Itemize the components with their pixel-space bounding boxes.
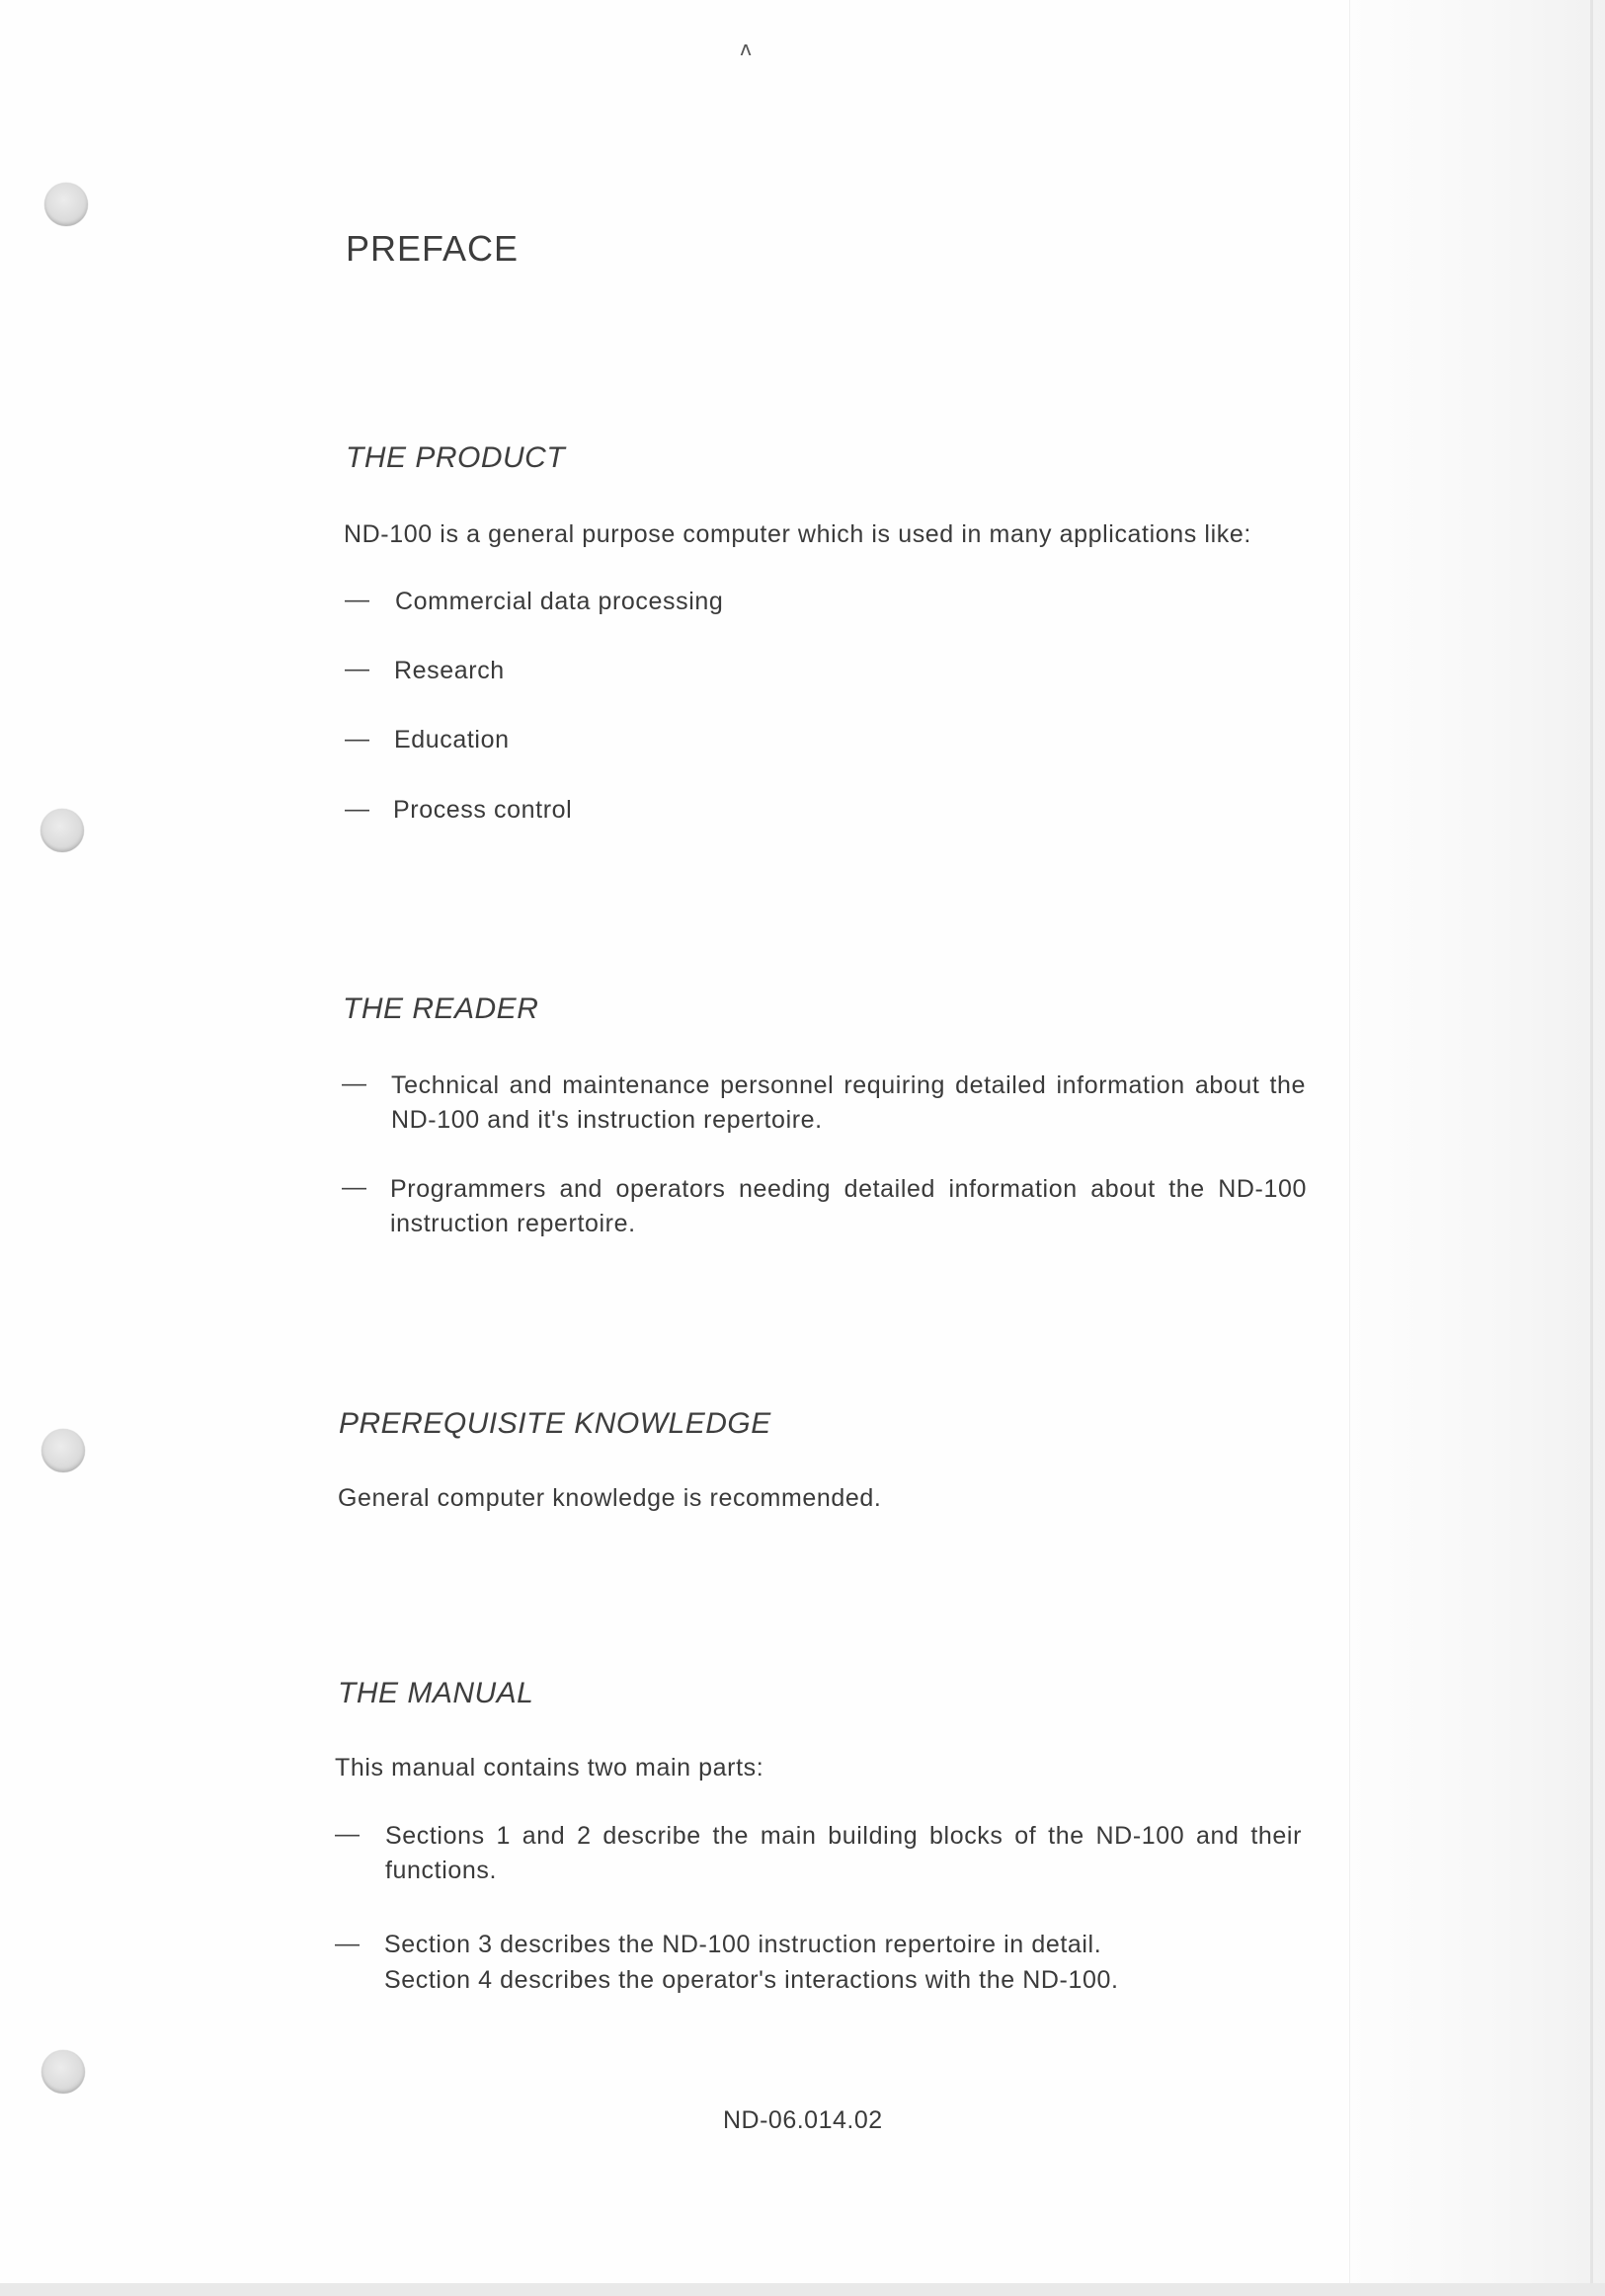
list-item: Sections 1 and 2 describe the main building blocks of the ND-100 and their functions. <box>385 1822 1302 1884</box>
punch-hole <box>41 1429 85 1472</box>
manual-intro: This manual contains two main parts: <box>335 1754 764 1781</box>
page-edge-line <box>1590 0 1593 2296</box>
list-item: Process control <box>393 796 573 824</box>
page-title: PREFACE <box>346 228 520 269</box>
list-dash: — <box>335 1820 360 1848</box>
list-item: Research <box>394 657 505 684</box>
page-number: v <box>740 40 752 63</box>
product-intro: ND-100 is a general purpose computer which is used in many applications like: <box>344 520 1251 548</box>
page-edge-shadow <box>1349 0 1605 2296</box>
list-dash: — <box>345 655 369 682</box>
list-item: Technical and maintenance personnel requiring detailed information about the ND-100 and it's instruction repertoire. <box>391 1071 1306 1134</box>
list-dash: — <box>342 1069 366 1097</box>
list-dash: — <box>335 1930 360 1957</box>
section-heading-reader: THE READER <box>343 992 539 1025</box>
list-dash: — <box>345 586 369 613</box>
list-dash: — <box>345 795 369 823</box>
prerequisite-text: General computer knowledge is recommended. <box>338 1484 882 1512</box>
list-item: Section 3 describes the ND-100 instruction repertoire in detail. <box>384 1931 1102 1958</box>
list-item: Commercial data processing <box>395 588 724 615</box>
section-heading-product: THE PRODUCT <box>346 441 566 474</box>
list-dash: — <box>345 725 369 752</box>
list-item: Education <box>394 726 510 753</box>
list-item: Programmers and operators needing detailed information about the ND-100 instruction repertoire. <box>390 1175 1307 1237</box>
list-item: Section 4 describes the operator's interactions with the ND-100. <box>384 1966 1119 1994</box>
section-heading-manual: THE MANUAL <box>338 1677 534 1709</box>
section-heading-prerequisite: PREREQUISITE KNOWLEDGE <box>339 1407 771 1440</box>
punch-hole <box>41 2050 85 2094</box>
punch-hole <box>40 809 84 852</box>
scan-bottom-strip <box>0 2283 1605 2296</box>
punch-hole <box>44 183 88 226</box>
document-number: ND-06.014.02 <box>723 2106 883 2134</box>
list-dash: — <box>342 1173 366 1201</box>
